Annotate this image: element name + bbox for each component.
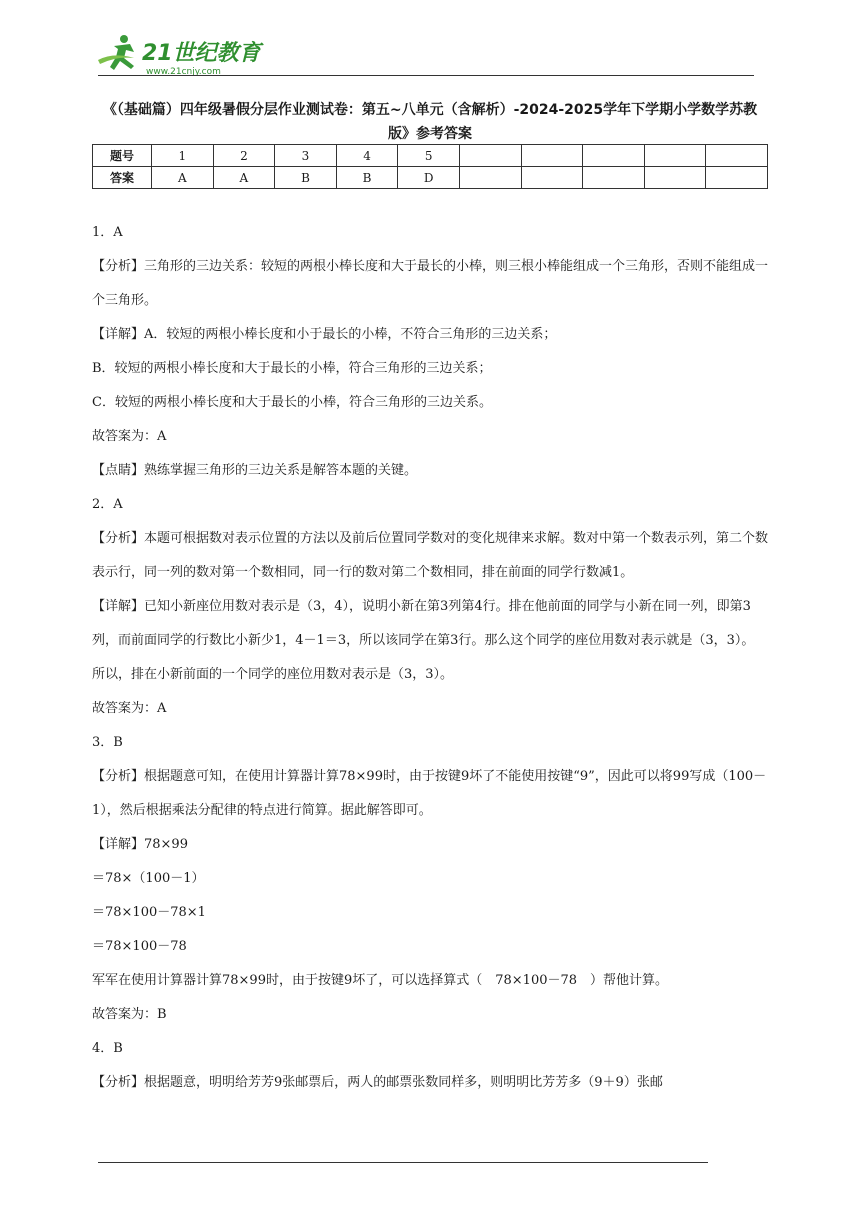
table-cell-answer: B bbox=[336, 167, 398, 189]
table-cell-answer: A bbox=[213, 167, 275, 189]
logo-url: www.21cnjy.com bbox=[146, 67, 221, 77]
paragraph: 故答案为：B bbox=[92, 1007, 167, 1022]
table-cell-number bbox=[644, 145, 706, 167]
table-cell-answer: A bbox=[152, 167, 214, 189]
paragraph: 【点睛】熟练掌握三角形的三边关系是解答本题的关键。 bbox=[92, 463, 418, 478]
paragraph: 【分析】三角形的三边关系：较短的两根小棒长度和大于最长的小棒，则三根小棒能组成一个三角形，否则不能组成一个三角形。 bbox=[92, 259, 769, 308]
answer-explanations bbox=[92, 216, 772, 1100]
paragraph: 军军在使用计算器计算78×99时，由于按键9坏了，可以选择算式（ 78×100－78 ）帮他计算。 bbox=[92, 973, 669, 988]
table-cell-answer bbox=[583, 167, 645, 189]
table-cell-number bbox=[583, 145, 645, 167]
paragraph: 故答案为：A bbox=[92, 429, 167, 444]
table-cell-number: 5 bbox=[398, 145, 460, 167]
table-cell-number bbox=[706, 145, 768, 167]
paragraph: B．较短的两根小棒长度和大于最长的小棒，符合三角形的三边关系； bbox=[92, 361, 492, 376]
table-row bbox=[93, 167, 768, 189]
site-logo bbox=[94, 30, 274, 78]
paragraph: ＝78×100－78×1 bbox=[92, 905, 206, 920]
footer-divider bbox=[98, 1162, 708, 1163]
table-cell-answer bbox=[521, 167, 583, 189]
paragraph: 【分析】根据题意可知，在使用计算器计算78×99时，由于按键9坏了不能使用按键“9”，因此可以将99写成（100－1），然后根据乘法分配律的特点进行简算。据此解答即可。 bbox=[92, 769, 767, 818]
paragraph: 【详解】78×99 bbox=[92, 837, 188, 852]
table-cell-number: 3 bbox=[275, 145, 337, 167]
paragraph: 3．B bbox=[92, 735, 123, 750]
paragraph: ＝78×100－78 bbox=[92, 939, 187, 954]
running-figure-icon bbox=[98, 35, 134, 70]
table-cell-answer bbox=[644, 167, 706, 189]
row-label-number: 题号 bbox=[93, 145, 152, 167]
table-cell-answer bbox=[706, 167, 768, 189]
paragraph: 4．B bbox=[92, 1041, 123, 1056]
table-cell-number: 2 bbox=[213, 145, 275, 167]
table-cell-number bbox=[521, 145, 583, 167]
paragraph: 【分析】本题可根据数对表示位置的方法以及前后位置同学数对的变化规律来求解。数对中第一个数表示列，第二个数表示行，同一列的数对第一个数相同，同一行的数对第二个数相同，排在前面的同学行数减1。 bbox=[92, 531, 769, 580]
table-cell-number: 4 bbox=[336, 145, 398, 167]
paragraph: 故答案为：A bbox=[92, 701, 167, 716]
paragraph: 所以，排在小新前面的一个同学的座位用数对表示是（3，3）。 bbox=[92, 667, 454, 682]
document-title: 《（基础篇）四年级暑假分层作业测试卷：第五~八单元（含解析）-2024-2025学年下学期小学数学苏教版》参考答案 bbox=[102, 102, 758, 142]
paragraph: 【分析】根据题意，明明给芳芳9张邮票后，两人的邮票张数同样多，则明明比芳芳多（9＋9）张邮 bbox=[92, 1075, 663, 1090]
paragraph: 【详解】A．较短的两根小棒长度和小于最长的小棒，不符合三角形的三边关系； bbox=[92, 327, 557, 342]
table-cell-number: 1 bbox=[152, 145, 214, 167]
paragraph: C．较短的两根小棒长度和大于最长的小棒，符合三角形的三边关系。 bbox=[92, 395, 492, 410]
row-label-answer: 答案 bbox=[93, 167, 152, 189]
paragraph: 【详解】已知小新座位用数对表示是（3，4），说明小新在第3列第4行。排在他前面的同学与小新在同一列，即第3列，而前面同学的行数比小新少1，4－1＝3，所以该同学在第3行。那么这个同学的座位用数对表示就是（3，3）。 bbox=[92, 599, 755, 648]
paragraph: 1．A bbox=[92, 225, 123, 240]
table-cell-answer: B bbox=[275, 167, 337, 189]
table-cell-answer: D bbox=[398, 167, 460, 189]
table-cell-answer bbox=[459, 167, 521, 189]
table-row bbox=[93, 145, 768, 167]
logo-wordmark: 21世纪教育 bbox=[142, 41, 261, 66]
paragraph: 2．A bbox=[92, 497, 123, 512]
answer-table bbox=[92, 144, 768, 189]
table-cell-number bbox=[459, 145, 521, 167]
header-divider bbox=[98, 75, 754, 76]
paragraph: ＝78×（100－1） bbox=[92, 871, 205, 886]
